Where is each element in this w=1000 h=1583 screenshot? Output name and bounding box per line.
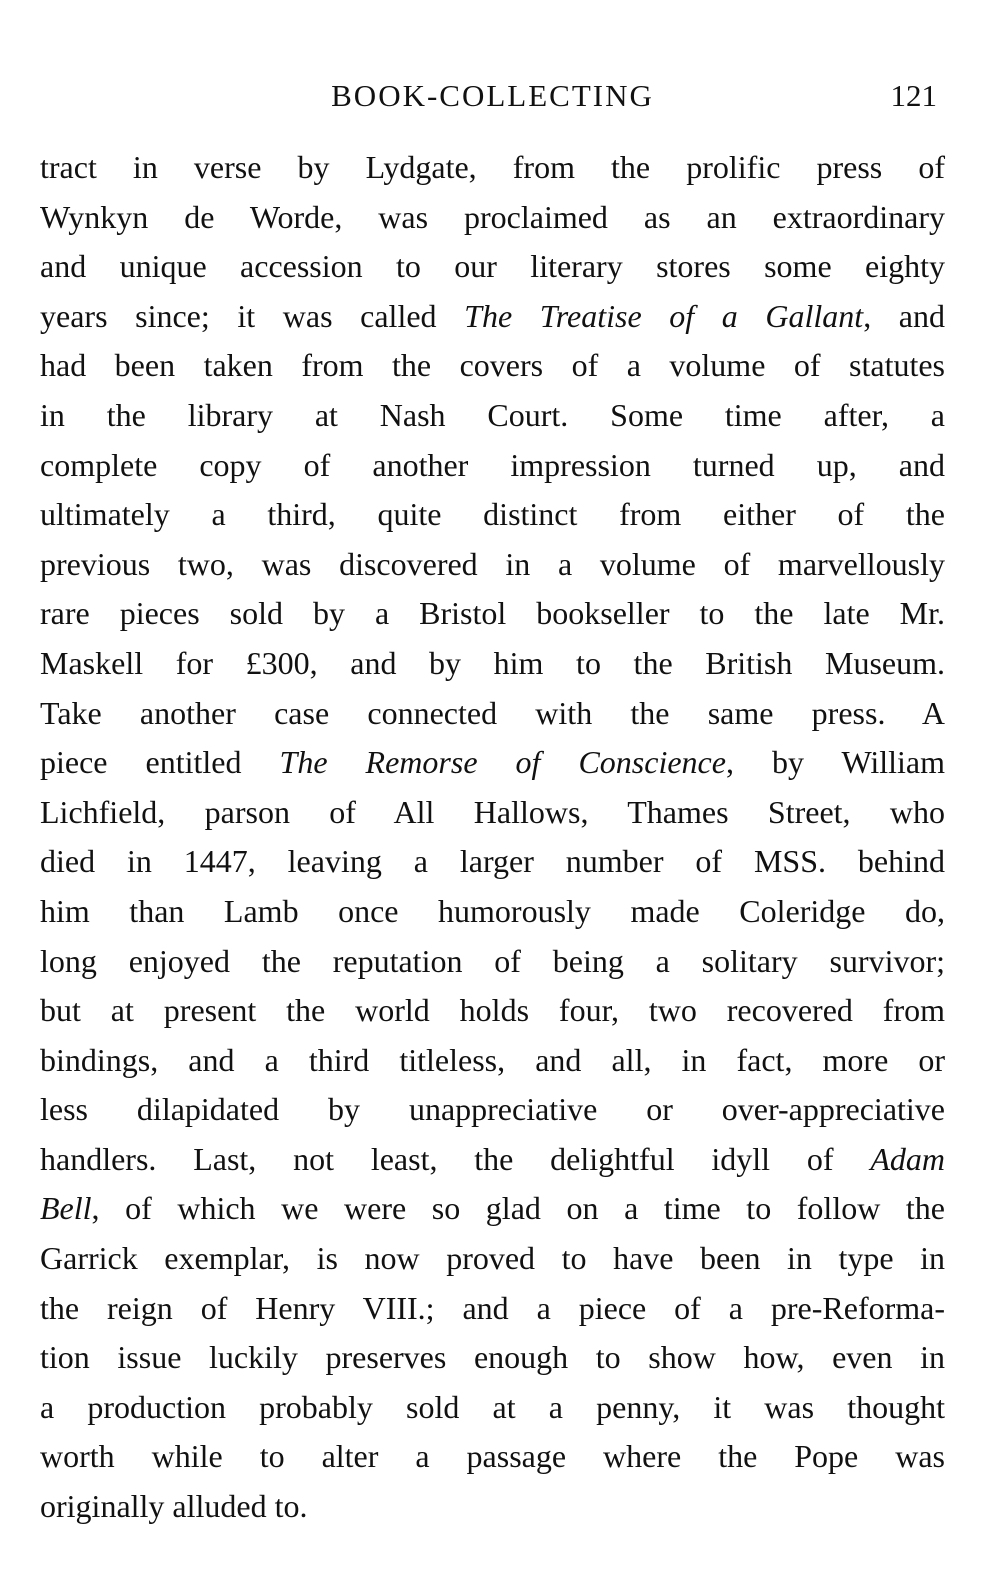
text-segment: Take another case connected with the same press. A [40,694,945,731]
text-line [40,639,945,689]
text-segment: the reign of Henry VIII.; and a piece of a pre-Reforma- [40,1289,945,1326]
text-segment: , and [863,297,945,334]
text-segment: , of which we were so glad on a time to follow the [91,1190,945,1227]
text-segment: had been taken from the covers of a volume of statutes [40,347,945,384]
text-line [40,1085,945,1135]
text-segment: a production probably sold at a penny, it was thought [40,1388,945,1425]
text-segment: and unique accession to our literary stores some eighty [40,248,945,285]
text-line [40,689,945,739]
text-segment: tion issue luckily preserves enough to show how, even in [40,1339,945,1376]
text-segment: tract in verse by Lydgate, from the prolific press of [40,149,945,185]
text-segment: , by William [725,744,946,781]
body-text [40,143,945,1532]
text-segment: but at present the world holds four, two recovered from [40,992,945,1029]
text-segment: died in 1447, leaving a larger number of MSS. behind [40,843,945,880]
text-segment: complete copy of another impression turned up, and [40,446,945,483]
text-line [40,1135,945,1185]
text-line [40,391,945,441]
text-segment: in the library at Nash Court. Some time after, a [40,396,945,433]
text-segment: worth while to alter a passage where the Pope was [40,1438,945,1475]
text-segment: Garrick exemplar, is now proved to have been in type in [40,1240,945,1277]
italic-title: The Treatise of a Gallant [464,297,864,334]
text-segment: previous two, was discovered in a volume of marvellously [40,545,945,582]
text-line [40,1333,945,1383]
text-segment: piece entitled [40,744,280,781]
text-line [40,193,945,243]
text-line [40,1234,945,1284]
text-segment: long enjoyed the reputation of being a solitary survivor; [40,942,945,979]
text-segment: Maskell for £300, and by him to the British Museum. [40,644,945,681]
italic-title: Bell [40,1190,92,1227]
running-title: BOOK-COLLECTING [331,78,654,113]
text-segment: less dilapidated by unappreciative or over-appreciative [40,1091,945,1128]
text-segment: ultimately a third, quite distinct from either of the [40,496,945,533]
text-segment: originally alluded to. [40,1488,308,1525]
text-segment: bindings, and a third titleless, and all, in fact, more or [40,1041,945,1078]
text-line [40,1432,945,1482]
text-segment: handlers. Last, not least, the delightful idyll of [40,1140,871,1177]
text-line [40,143,945,193]
text-segment: Wynkyn de Worde, was proclaimed as an extraordinary [40,198,945,235]
text-line [40,887,945,937]
text-line [40,1036,945,1086]
text-line [40,1383,945,1433]
text-line [40,490,945,540]
page-header [40,78,945,118]
text-segment: years since; it was called [40,297,465,334]
italic-title: Adam [870,1140,945,1177]
text-segment: him than Lamb once humorously made Coleridge do, [40,892,945,929]
text-line [40,937,945,987]
text-segment: rare pieces sold by a Bristol bookseller to the late Mr. [40,595,945,632]
text-line [40,1184,945,1234]
text-line [40,242,945,292]
text-line [40,540,945,590]
text-segment: Lichfield, parson of All Hallows, Thames Street, who [40,793,945,830]
text-line [40,837,945,887]
text-line [40,1284,945,1334]
text-line [40,341,945,391]
text-line [40,292,945,342]
text-line [40,788,945,838]
page-number: 121 [890,78,937,113]
text-line [40,986,945,1036]
italic-title: The Remorse of Conscience [279,744,726,781]
text-line [40,589,945,639]
text-line [40,1482,945,1532]
text-line [40,441,945,491]
text-line [40,738,945,788]
